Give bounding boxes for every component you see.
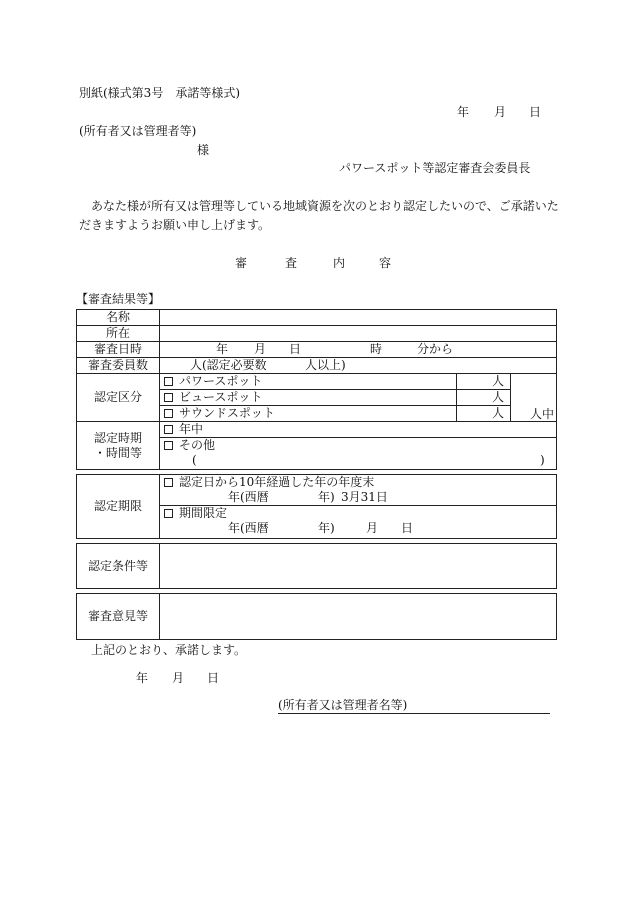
opinion-label: 審査意見等	[77, 594, 160, 640]
term-option-ten-years[interactable]	[160, 475, 556, 506]
period-option-other[interactable]	[160, 438, 556, 453]
members-value: 人(認定必要数	[190, 358, 267, 372]
view-spot-label: ビュースポット	[179, 390, 263, 404]
period-label-line-1: 認定時期	[93, 431, 142, 446]
members-field[interactable]	[160, 358, 557, 374]
limited-month: 月	[366, 521, 379, 535]
ten-years-label: 認定日から10年経過した年の年度末	[179, 475, 375, 489]
section-title-char-1: 審	[235, 256, 248, 270]
review-date-hour: 時	[370, 342, 383, 356]
power-spot-unit: 人	[492, 374, 505, 388]
power-spot-checkbox[interactable]	[164, 377, 173, 386]
section-title-char-2: 査	[285, 256, 298, 270]
other-paren-close: )	[540, 453, 545, 467]
signature-label: (所有者又は管理者名等)	[278, 698, 408, 712]
members-label: 審査委員数	[77, 358, 160, 374]
review-date-from: 分から	[417, 342, 454, 356]
period-options	[160, 422, 557, 470]
section-title-char-4: 容	[379, 256, 392, 270]
honorific: 様	[197, 143, 210, 157]
review-date-month: 月	[254, 342, 267, 356]
sound-spot-unit: 人	[492, 406, 505, 420]
category-option-view[interactable]	[160, 390, 510, 406]
review-date-day: 日	[289, 342, 302, 356]
form-title: 別紙(様式第3号 承諾等様式)	[79, 86, 240, 100]
category-option-sound[interactable]	[160, 406, 510, 422]
members-suffix: 人以上)	[305, 358, 346, 372]
limited-day: 日	[401, 521, 414, 535]
other-detail-field[interactable]	[160, 453, 556, 468]
other-checkbox[interactable]	[164, 441, 173, 450]
period-label-line-2: ・時間等	[93, 445, 142, 460]
conditions-label: 認定条件等	[77, 544, 160, 589]
ten-years-era: 年(西暦	[228, 490, 269, 504]
total-count-unit: 人中	[530, 407, 555, 421]
category-label: 認定区分	[77, 374, 160, 422]
signature-field[interactable]	[278, 698, 550, 714]
period-label	[77, 422, 160, 470]
limited-era: 年(西暦	[228, 521, 269, 535]
review-date-field[interactable]	[160, 342, 557, 358]
section-title-char-3: 内	[333, 256, 346, 270]
date-month: 月	[494, 105, 507, 119]
view-spot-checkbox[interactable]	[164, 393, 173, 402]
review-date-label: 審査日時	[77, 342, 160, 358]
limited-western: 年)	[318, 521, 335, 535]
other-paren-open: (	[192, 453, 197, 467]
sound-spot-checkbox[interactable]	[164, 409, 173, 418]
sender-title: パワースポット等認定審査会委員長	[339, 161, 531, 175]
location-field[interactable]	[160, 326, 557, 342]
name-label: 名称	[77, 310, 160, 326]
term-label: 認定期限	[77, 475, 160, 539]
category-options	[160, 374, 557, 422]
conditions-field[interactable]	[160, 544, 557, 589]
review-date-year: 年	[216, 342, 229, 356]
ten-years-checkbox[interactable]	[164, 478, 173, 487]
view-spot-unit: 人	[492, 390, 505, 404]
sound-spot-label: サウンドスポット	[179, 406, 275, 420]
body-line-1: あなた様が所有又は管理等している地域資源を次のとおり認定したいので、ご承諾いた	[91, 199, 559, 213]
term-options	[160, 475, 557, 539]
term-option-limited[interactable]	[160, 506, 556, 536]
name-field[interactable]	[160, 310, 557, 326]
consent-text: 上記のとおり、承諾します。	[91, 643, 247, 657]
consent-month: 月	[172, 671, 185, 685]
opinion-field[interactable]	[160, 594, 557, 640]
ten-years-date: 3月31日	[341, 490, 388, 504]
ten-years-western: 年)	[318, 490, 335, 504]
location-label: 所在	[77, 326, 160, 342]
consent-year: 年	[136, 671, 149, 685]
limited-checkbox[interactable]	[164, 509, 173, 518]
review-table	[76, 309, 557, 640]
period-option-all-year[interactable]	[160, 422, 556, 438]
other-label: その他	[179, 438, 216, 452]
power-spot-label: パワースポット	[179, 374, 263, 388]
all-year-checkbox[interactable]	[164, 425, 173, 434]
recipient-label: (所有者又は管理者等)	[79, 124, 197, 138]
limited-label: 期間限定	[179, 506, 228, 520]
date-day: 日	[529, 105, 542, 119]
consent-day: 日	[207, 671, 220, 685]
all-year-label: 年中	[179, 422, 204, 436]
date-year: 年	[457, 105, 470, 119]
body-line-2: だきますようお願い申し上げます。	[79, 218, 271, 232]
table-heading: 【審査結果等】	[76, 292, 161, 306]
category-option-power[interactable]	[160, 374, 510, 390]
